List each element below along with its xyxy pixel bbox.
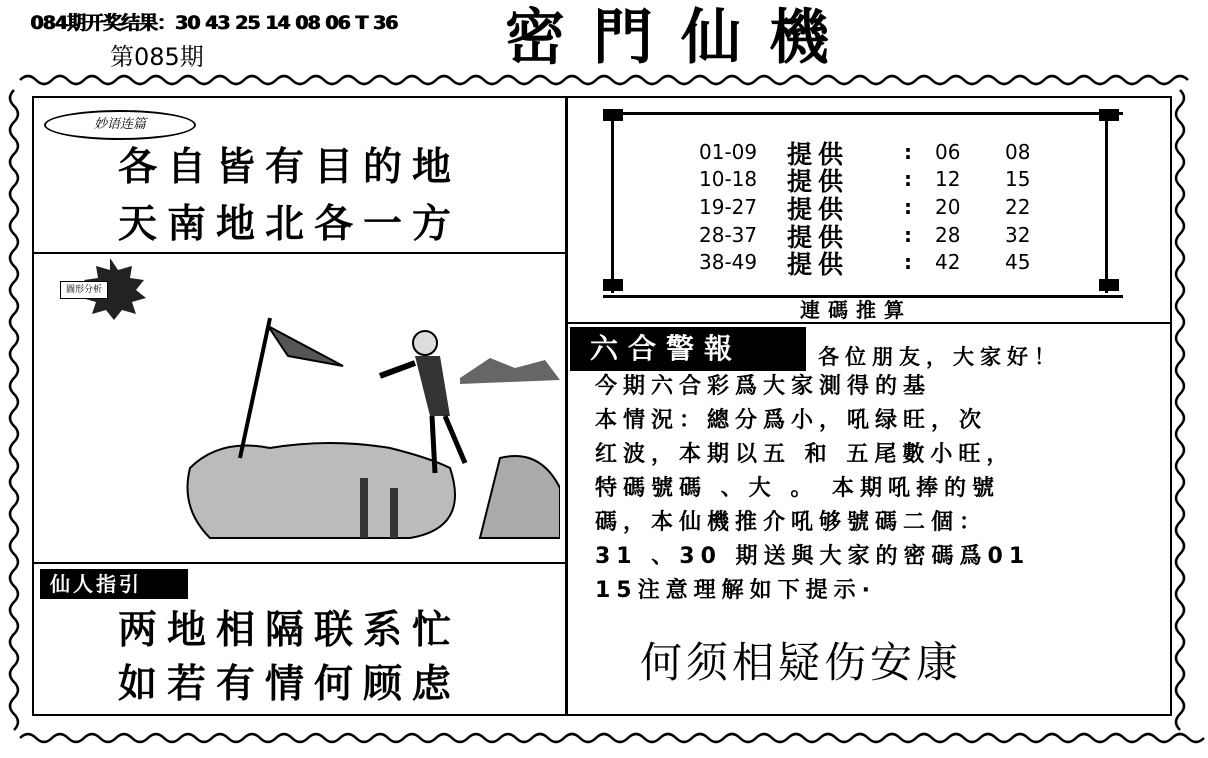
colon: : — [904, 195, 912, 219]
provide-label: 提供 — [787, 250, 850, 279]
number-b: 22 — [1005, 195, 1031, 219]
paragraph-line: 本情況：總分爲小，吼绿旺，次 — [595, 408, 988, 433]
colon: : — [904, 140, 912, 164]
table-caption: 連碼推算 — [800, 298, 912, 322]
number-a: 12 — [935, 167, 961, 191]
colon: : — [904, 223, 912, 247]
number-b: 15 — [1005, 167, 1031, 191]
poem-line-3: 两地相隔联系忙 — [118, 607, 462, 653]
divider — [32, 252, 566, 254]
colon: : — [904, 250, 912, 274]
number-b: 08 — [1005, 140, 1031, 164]
provide-label: 提供 — [787, 223, 850, 252]
poem-line-4: 如若有情何顾虑 — [118, 661, 462, 707]
range-cell: 19-27 — [699, 195, 758, 219]
number-a: 06 — [935, 140, 961, 164]
poem-line-2: 天南地北各一方 — [118, 201, 462, 247]
number-b: 32 — [1005, 223, 1031, 247]
colon: : — [904, 167, 912, 191]
number-a: 28 — [935, 223, 961, 247]
range-cell: 01-09 — [699, 140, 758, 164]
paragraph-line: 今期六合彩爲大家測得的基 — [595, 374, 932, 399]
paragraph-line: 15注意理解如下提示· — [595, 578, 876, 603]
last-draw-result: 084期开奖结果：30 43 25 14 08 06 T 36 — [30, 12, 398, 34]
table-row — [699, 223, 1129, 250]
number-b: 45 — [1005, 250, 1031, 274]
provide-label: 提供 — [787, 140, 850, 169]
section-badge-oval: 妙语连篇 — [44, 110, 196, 140]
divider — [32, 562, 566, 564]
table-row — [699, 250, 1129, 277]
footer-poem: 何须相疑伤安康 — [640, 638, 963, 687]
paragraph-line: 特碼號碼 、大 。 本期吼捧的號 — [595, 476, 1000, 501]
number-a: 20 — [935, 195, 961, 219]
paragraph-line: 31 、30 期送與大家的密碼爲01 — [595, 544, 1031, 569]
analysis-badge: 圖形分析 — [60, 281, 108, 299]
paragraph-line: 红波，本期以五 和 五尾數小旺， — [595, 442, 1015, 467]
provide-label: 提供 — [787, 195, 850, 224]
table-row — [699, 140, 1129, 167]
section-tag-immortal-guide: 仙人指引 — [40, 569, 188, 599]
provide-label: 提供 — [787, 167, 850, 196]
page-title: 密門仙機 — [505, 3, 857, 73]
range-cell: 38-49 — [699, 250, 758, 274]
range-cell: 28-37 — [699, 223, 758, 247]
column-divider — [565, 96, 568, 716]
number-table — [699, 140, 1129, 280]
greeting: 各位朋友，大家好！ — [818, 345, 1061, 369]
poem-line-1: 各自皆有目的地 — [118, 144, 462, 190]
issue-number: 第085期 — [110, 43, 204, 71]
table-row — [699, 167, 1129, 194]
table-row — [699, 195, 1129, 222]
section-tag-alert: 六合警報 — [570, 327, 806, 371]
number-a: 42 — [935, 250, 961, 274]
alert-paragraph — [595, 370, 1030, 608]
paragraph-line: 碼，本仙機推介吼够號碼二個： — [595, 510, 988, 535]
range-cell: 10-18 — [699, 167, 758, 191]
divider — [566, 322, 1172, 324]
illustration — [40, 258, 560, 558]
